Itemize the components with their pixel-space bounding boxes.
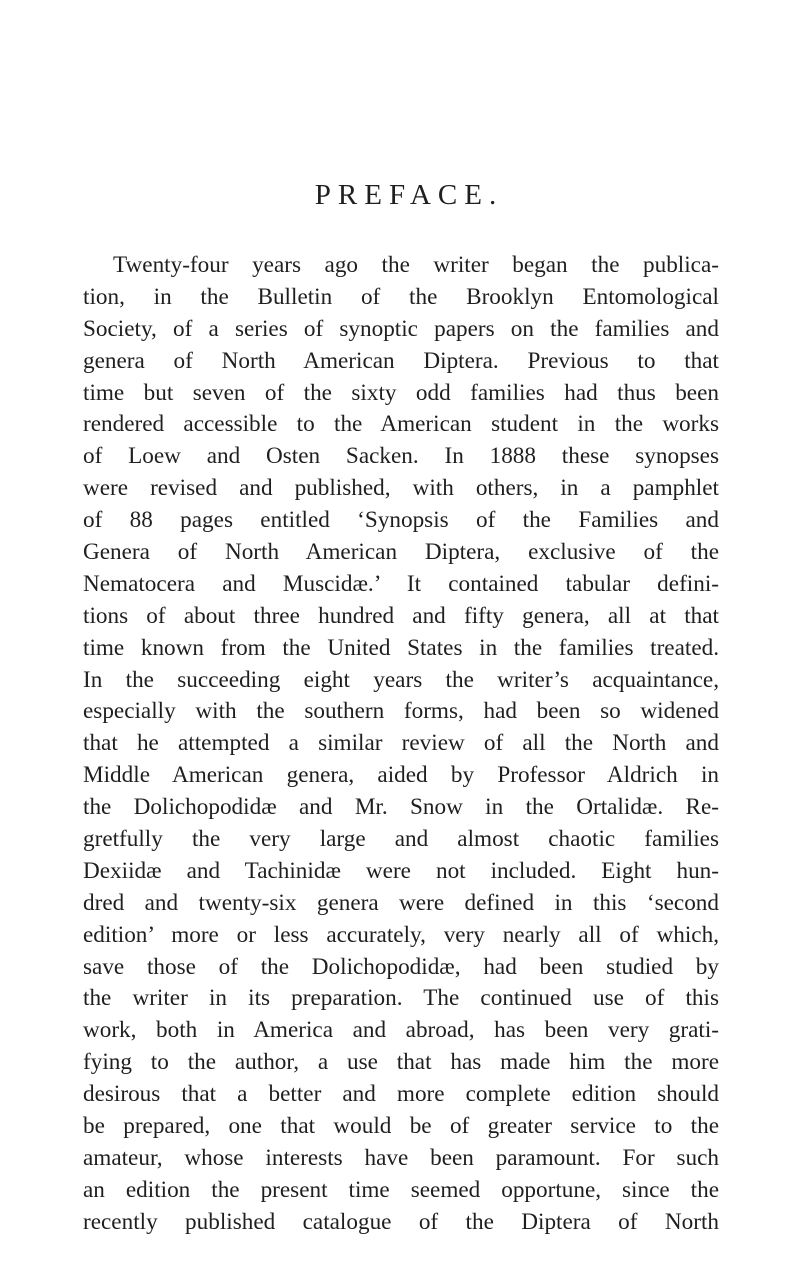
text-line: tions of about three hundred and fifty genera, all at that: [83, 602, 719, 629]
text-line: were revised and published, with others, in a pamphlet: [83, 475, 719, 502]
text-line: Middle American genera, aided by Professor Aldrich in: [83, 762, 719, 789]
text-line: edition’ more or less accurately, very nearly all of which,: [83, 921, 719, 948]
text-line: desirous that a better and more complete edition should: [83, 1081, 719, 1108]
text-line: Society, of a series of synoptic papers on the families and: [83, 315, 719, 342]
text-line: gretfully the very large and almost chaotic families: [83, 826, 719, 853]
text-line: dred and twenty-six genera were defined in this ‘second: [83, 889, 719, 916]
text-line: tion, in the Bulletin of the Brooklyn Entomological: [83, 283, 719, 310]
text-line: Nematocera and Muscidæ.’ It contained tabular defini-: [83, 570, 719, 597]
preface-text: [83, 250, 719, 1239]
text-line: be prepared, one that would be of greater service to the: [83, 1113, 719, 1140]
text-line: time but seven of the sixty odd families had thus been: [83, 379, 719, 406]
text-line: recently published catalogue of the Diptera of North: [83, 1208, 719, 1235]
text-line: Dexiidæ and Tachinidæ were not included. Eight hun-: [83, 857, 719, 884]
text-line: rendered accessible to the American student in the works: [83, 411, 719, 438]
text-line: work, both in America and abroad, has been very grati-: [83, 1017, 719, 1044]
text-line: the writer in its preparation. The continued use of this: [83, 985, 719, 1012]
page-title: PREFACE.: [314, 179, 504, 211]
text-line: Twenty-four years ago the writer began the publica-: [113, 252, 719, 278]
text-line: fying to the author, a use that has made him the more: [83, 1049, 719, 1076]
text-line: especially with the southern forms, had been so widened: [83, 698, 719, 725]
text-line: save those of the Dolichopodidæ, had been studied by: [83, 953, 719, 980]
text-line: of 88 pages entitled ‘Synopsis of the Families and: [83, 507, 719, 534]
text-line: that he attempted a similar review of all the North and: [83, 730, 719, 757]
text-line: amateur, whose interests have been paramount. For such: [83, 1144, 719, 1171]
text-line: In the succeeding eight years the writer’s acquaintance,: [83, 666, 719, 693]
text-line: the Dolichopodidæ and Mr. Snow in the Ortalidæ. Re-: [83, 794, 719, 821]
text-line: of Loew and Osten Sacken. In 1888 these synopses: [83, 443, 719, 470]
text-line: genera of North American Diptera. Previous to that: [83, 347, 719, 374]
text-line: Genera of North American Diptera, exclusive of the: [83, 539, 719, 566]
text-line: an edition the present time seemed opportune, since the: [83, 1176, 719, 1203]
text-line: time known from the United States in the families treated.: [83, 634, 719, 661]
